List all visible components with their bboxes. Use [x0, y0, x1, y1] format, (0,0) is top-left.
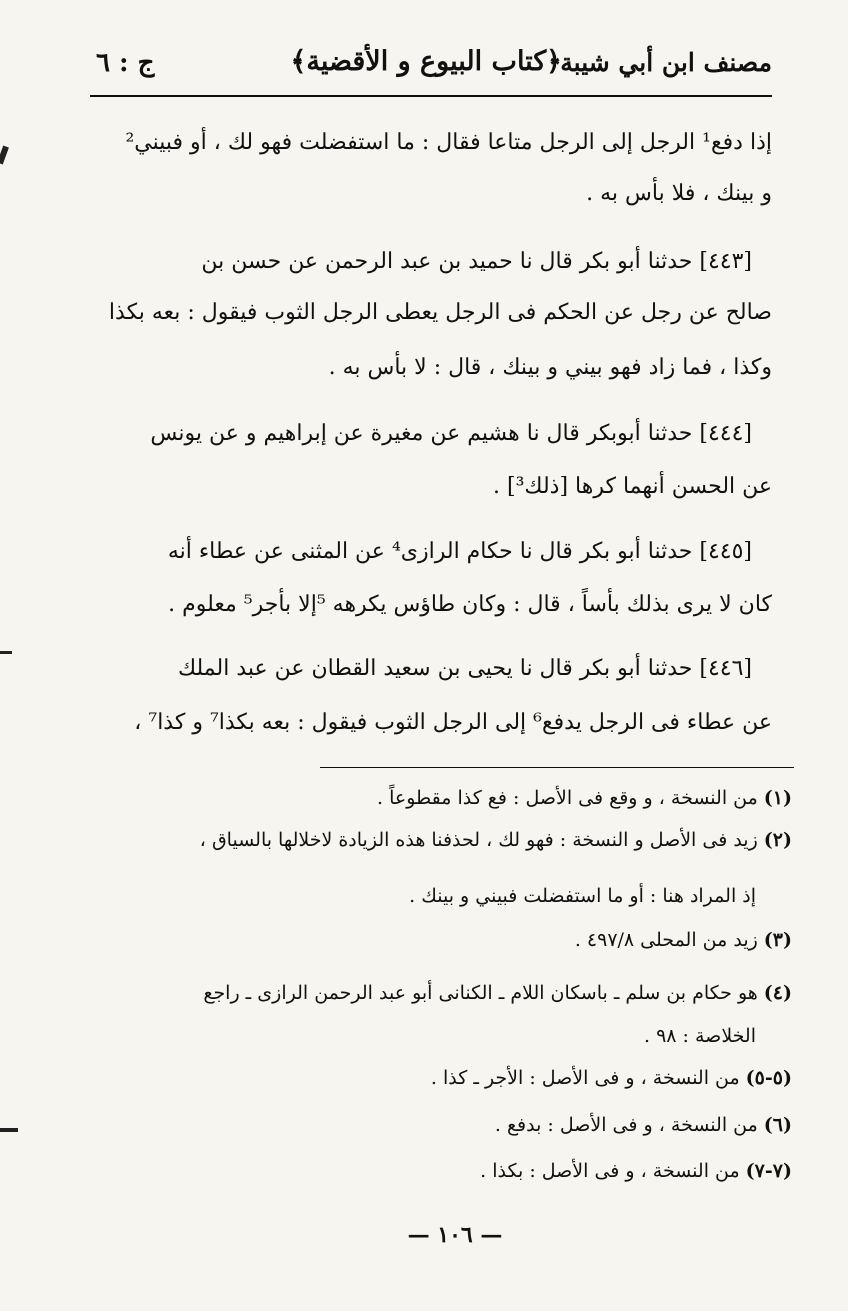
footnote: (٧-٧)من النسخة ، و فى الأصل : بكذا . — [480, 1160, 792, 1182]
text-line: وكذا ، فما زاد فهو بيني و بينك ، قال : لا بأس به . — [328, 355, 772, 380]
hadith-444-line: [٤٤٤] حدثنا أبوبكر قال نا هشيم عن مغيرة عن إبراهيم و عن يونس — [150, 421, 752, 446]
text-line: عن الحسن أنهما كرها [ذلك³] . — [493, 474, 772, 499]
footnote: (١)من النسخة ، و وقع فى الأصل : فع كذا مقطوعاً . — [377, 787, 792, 809]
footnote-rule — [320, 767, 794, 768]
footnote: (٥-٥)من النسخة ، و فى الأصل : الأجر ـ كذا . — [430, 1067, 792, 1089]
footnote: (٦)من النسخة ، و فى الأصل : بدفع . — [494, 1114, 792, 1136]
scan-mark — [0, 651, 12, 654]
volume-number: ج : ٦ — [96, 48, 155, 78]
running-header — [96, 38, 772, 96]
footnote: (٣)زيد من المحلى ٤٩٧/٨ . — [574, 929, 792, 951]
text-line: كان لا يرى بذلك بأساً ، قال : وكان طاؤس يكرهه ⁵إلا بأجر⁵ معلوم . — [168, 592, 772, 617]
page-number: — ١٠٦ — — [407, 1222, 503, 1248]
footnote-continuation: إذ المراد هنا : أو ما استفضلت فبيني و بينك . — [409, 885, 756, 907]
book-title: مصنف ابن أبي شيبة — [560, 48, 772, 77]
text-line: و بينك ، فلا بأس به . — [586, 181, 772, 206]
text-line: صالح عن رجل عن الحكم فى الرجل يعطى الرجل الثوب فيقول : بعه بكذا — [108, 300, 772, 325]
chapter-title: ﴿كتاب البيوع و الأقضية﴾ — [290, 46, 562, 77]
scan-mark — [0, 1128, 18, 1132]
hadith-445-line: [٤٤٥] حدثنا أبو بكر قال نا حكام الرازى⁴ عن المثنى عن عطاء أنه — [167, 539, 752, 564]
scan-mark — [0, 146, 9, 165]
header-rule — [90, 95, 772, 97]
text-line: عن عطاء فى الرجل يدفع⁶ إلى الرجل الثوب فيقول : بعه بكذا⁷ و كذا⁷ ، — [134, 710, 772, 735]
hadith-443-line: [٤٤٣] حدثنا أبو بكر قال نا حميد بن عبد الرحمن عن حسن بن — [201, 249, 752, 274]
footnote: (٢)زيد فى الأصل و النسخة : فهو لك ، لحذفنا هذه الزيادة لاخلالها بالسياق ، — [199, 829, 792, 851]
footnote: (٤)هو حكام بن سلم ـ باسكان اللام ـ الكنانى أبو عبد الرحمن الرازى ـ راجع — [203, 982, 792, 1004]
hadith-446-line: [٤٤٦] حدثنا أبو بكر قال نا يحيى بن سعيد القطان عن عبد الملك — [177, 656, 752, 681]
footnote-continuation: الخلاصة : ٩٨ . — [644, 1025, 756, 1047]
text-line: إذا دفع¹ الرجل إلى الرجل متاعا فقال : ما استفضلت فهو لك ، أو فبيني² — [125, 130, 772, 155]
